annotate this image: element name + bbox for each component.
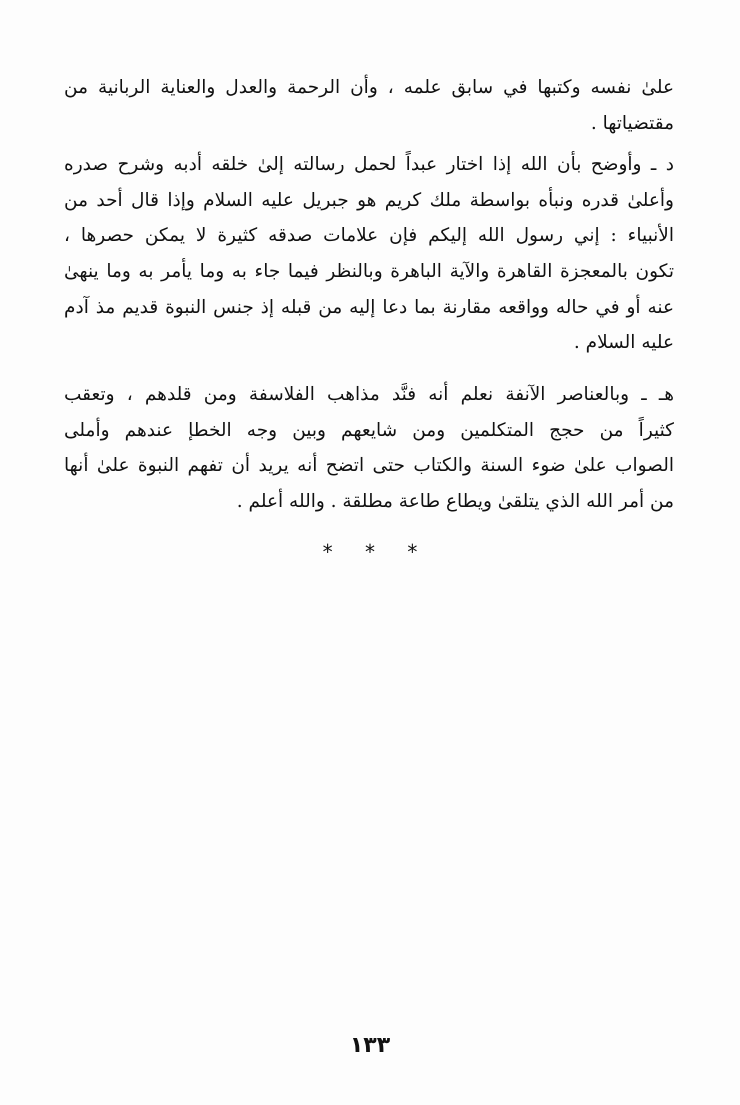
text-line: كثيراً من حجج المتكلمين ومن شايعهم وبين وجه الخطإ عندهم وأملى (64, 419, 674, 441)
paragraph-3 (64, 377, 674, 520)
page-number: ١٣٣ (349, 1033, 391, 1058)
asterisk: * (322, 540, 333, 564)
text-line: عليه السلام . (573, 332, 674, 354)
paragraph-1 (64, 70, 674, 141)
text-line: تكون بالمعجزة القاهرة والآية الباهرة وبالنظر فيما جاء به وما يأمر به وما ينهىٰ (64, 261, 674, 283)
text-line: الأنبياء : إني رسول الله إليكم فإن علامات صدقه كثيرة لا يمكن حصرها ، (64, 225, 674, 247)
text-line: من أمر الله الذي يتلقىٰ ويطاع طاعة مطلقة . والله أعلم . (236, 491, 674, 513)
text-line: وأعلىٰ قدره ونبأه بواسطة ملك كريم هو جبريل عليه السلام وإذا قال أحد من (64, 189, 674, 211)
text-line: مقتضياتها . (590, 112, 674, 134)
paragraph-2 (64, 147, 674, 361)
text-line: عنه أو في حاله وواقعه مقارنة بما دعا إليه من قبله إذ جنس النبوة قديم مذ آدم (64, 296, 674, 318)
text-line: الصواب علىٰ ضوء السنة والكتاب حتى اتضح أنه يريد أن تفهم النبوة علىٰ أنها (64, 455, 674, 477)
text-line: هـ ـ وبالعناصر الآنفة نعلم أنه فنَّد مذاهب الفلاسفة ومن قلدهم ، وتعقب (64, 384, 674, 405)
text-line: د ـ وأوضح بأن الله إذا اختار عبداً لحمل رسالته إلىٰ خلقه أدبه وشرح صدره (64, 154, 674, 175)
asterisk: * (407, 540, 418, 564)
asterisk: * (365, 540, 375, 564)
section-separator (0, 540, 740, 564)
text-line: علىٰ نفسه وكتبها في سابق علمه ، وأن الرحمة والعدل والعناية الربانية من (64, 77, 674, 98)
